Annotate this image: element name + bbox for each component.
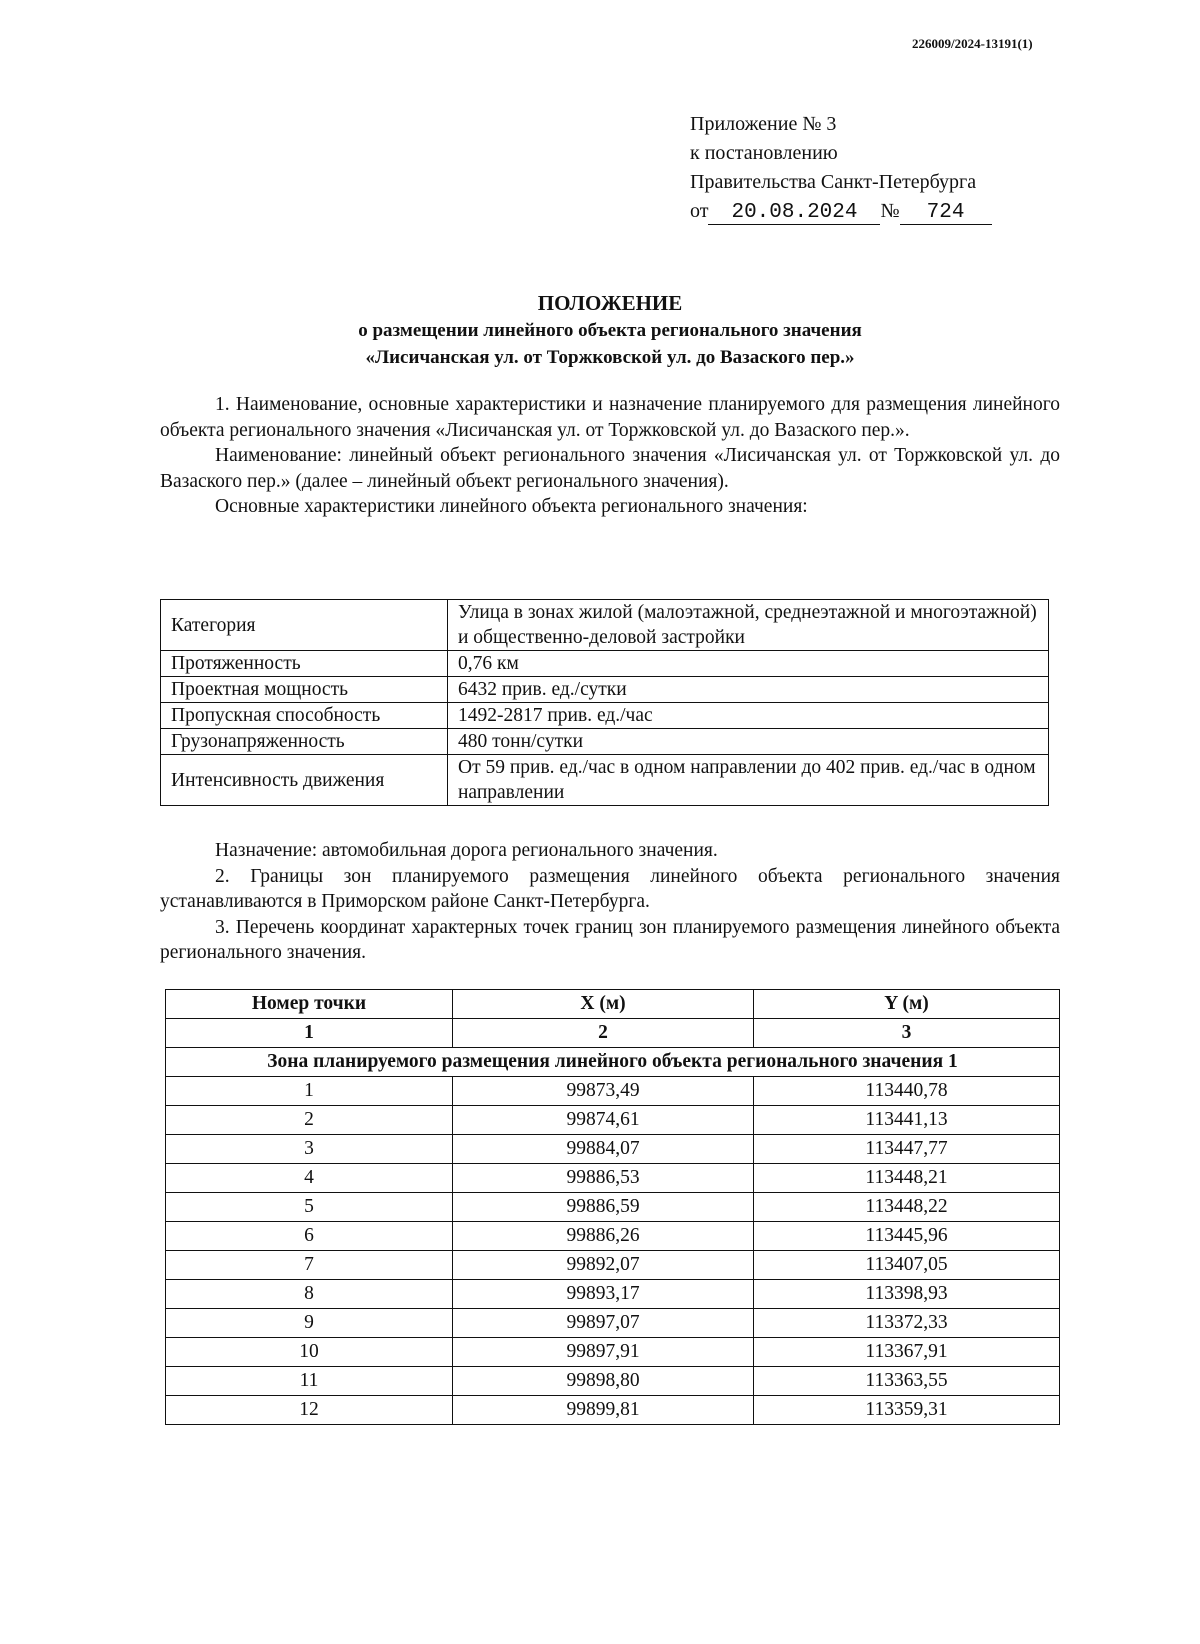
column-header: Номер точки xyxy=(166,990,453,1019)
x-coordinate: 99874,61 xyxy=(453,1106,754,1135)
point-number: 9 xyxy=(166,1309,453,1338)
paragraph: 2. Границы зон планируемого размещения линейного объекта регионального значения устанавливаются в Приморском районе Санкт-Петербурга. xyxy=(160,865,1060,912)
characteristic-value: 480 тонн/сутки xyxy=(448,729,1049,755)
coordinates-table xyxy=(165,989,1060,1425)
table-row xyxy=(161,703,1049,729)
characteristic-value: 1492-2817 прив. ед./час xyxy=(448,703,1049,729)
table-row xyxy=(166,1367,1060,1396)
x-coordinate: 99892,07 xyxy=(453,1251,754,1280)
table-row xyxy=(166,1251,1060,1280)
column-number: 1 xyxy=(166,1019,453,1048)
y-coordinate: 113398,93 xyxy=(754,1280,1060,1309)
table-row xyxy=(166,1077,1060,1106)
characteristic-name: Проектная мощность xyxy=(161,677,448,703)
from-label: от xyxy=(690,200,709,222)
document-id: 226009/2024-13191(1) xyxy=(912,36,1033,51)
table-row xyxy=(166,1338,1060,1367)
number-label: № xyxy=(880,200,900,222)
table-row xyxy=(166,1396,1060,1425)
paragraph: Назначение: автомобильная дорога регионального значения. xyxy=(215,840,718,861)
characteristics-table xyxy=(160,599,1049,806)
x-coordinate: 99886,53 xyxy=(453,1164,754,1193)
x-coordinate: 99886,59 xyxy=(453,1193,754,1222)
column-header: X (м) xyxy=(453,990,754,1019)
column-number-row xyxy=(166,1019,1060,1048)
characteristic-value: Улица в зонах жилой (малоэтажной, среднеэтажной и многоэтажной) и общественно-деловой застройки xyxy=(448,600,1049,651)
title-sub: «Лисичанская ул. от Торжковской ул. до Вазаского пер.» xyxy=(365,347,855,368)
resolution-date: 20.08.2024 xyxy=(708,202,880,225)
point-number: 1 xyxy=(166,1077,453,1106)
point-number: 5 xyxy=(166,1193,453,1222)
zone-title: Зона планируемого размещения линейного объекта регионального значения 1 xyxy=(166,1048,1060,1077)
characteristic-value: От 59 прив. ед./час в одном направлении до 402 прив. ед./час в одном направлении xyxy=(448,755,1049,806)
point-number: 7 xyxy=(166,1251,453,1280)
point-number: 12 xyxy=(166,1396,453,1425)
paragraph: 1. Наименование, основные характеристики и назначение планируемого для размещения линейного объекта регионального значения «Лисичанская ул. от Торжковской ул. до Вазаского пер.». xyxy=(160,394,1060,441)
characteristic-name: Протяженность xyxy=(161,651,448,677)
y-coordinate: 113448,21 xyxy=(754,1164,1060,1193)
y-coordinate: 113359,31 xyxy=(754,1396,1060,1425)
x-coordinate: 99899,81 xyxy=(453,1396,754,1425)
characteristic-value: 0,76 км xyxy=(448,651,1049,677)
table-row xyxy=(161,677,1049,703)
x-coordinate: 99886,26 xyxy=(453,1222,754,1251)
column-number: 3 xyxy=(754,1019,1060,1048)
table-row xyxy=(166,1280,1060,1309)
section-1 xyxy=(160,392,1060,520)
table-row xyxy=(161,651,1049,677)
y-coordinate: 113441,13 xyxy=(754,1106,1060,1135)
point-number: 11 xyxy=(166,1367,453,1396)
table-row xyxy=(166,1164,1060,1193)
title-main: ПОЛОЖЕНИЕ xyxy=(537,291,683,315)
appendix-line: к постановлению xyxy=(690,142,838,164)
characteristic-name: Пропускная способность xyxy=(161,703,448,729)
point-number: 3 xyxy=(166,1135,453,1164)
section-2 xyxy=(160,838,1060,966)
point-number: 6 xyxy=(166,1222,453,1251)
table-row xyxy=(166,1222,1060,1251)
table-row xyxy=(161,600,1049,651)
point-number: 4 xyxy=(166,1164,453,1193)
characteristic-value: 6432 прив. ед./сутки xyxy=(448,677,1049,703)
x-coordinate: 99893,17 xyxy=(453,1280,754,1309)
y-coordinate: 113407,05 xyxy=(754,1251,1060,1280)
y-coordinate: 113367,91 xyxy=(754,1338,1060,1367)
table-row xyxy=(166,1106,1060,1135)
appendix-header xyxy=(690,110,992,226)
characteristic-name: Интенсивность движения xyxy=(161,755,448,806)
point-number: 2 xyxy=(166,1106,453,1135)
x-coordinate: 99897,91 xyxy=(453,1338,754,1367)
column-number: 2 xyxy=(453,1019,754,1048)
table-row xyxy=(161,729,1049,755)
table-row xyxy=(166,1193,1060,1222)
paragraph: 3. Перечень координат характерных точек границ зон планируемого размещения линейного объекта регионального значения. xyxy=(160,916,1060,963)
table-row xyxy=(166,1135,1060,1164)
appendix-date-line xyxy=(690,197,992,226)
y-coordinate: 113445,96 xyxy=(754,1222,1060,1251)
x-coordinate: 99873,49 xyxy=(453,1077,754,1106)
appendix-line: Приложение № 3 xyxy=(690,113,837,135)
x-coordinate: 99884,07 xyxy=(453,1135,754,1164)
x-coordinate: 99898,80 xyxy=(453,1367,754,1396)
paragraph: Основные характеристики линейного объекта регионального значения: xyxy=(215,496,808,517)
table-row xyxy=(166,1309,1060,1338)
y-coordinate: 113363,55 xyxy=(754,1367,1060,1396)
y-coordinate: 113440,78 xyxy=(754,1077,1060,1106)
column-header: Y (м) xyxy=(754,990,1060,1019)
y-coordinate: 113372,33 xyxy=(754,1309,1060,1338)
characteristic-name: Грузонапряженность xyxy=(161,729,448,755)
title-sub: о размещении линейного объекта регионального значения xyxy=(358,320,862,341)
y-coordinate: 113448,22 xyxy=(754,1193,1060,1222)
paragraph: Наименование: линейный объект регионального значения «Лисичанская ул. от Торжковской ул. до Вазаского пер.» (далее – линейный объект регионального значения). xyxy=(160,445,1060,492)
table-row xyxy=(161,755,1049,806)
appendix-line: Правительства Санкт-Петербурга xyxy=(690,171,977,193)
y-coordinate: 113447,77 xyxy=(754,1135,1060,1164)
characteristic-name: Категория xyxy=(161,600,448,651)
point-number: 8 xyxy=(166,1280,453,1309)
point-number: 10 xyxy=(166,1338,453,1367)
document-title xyxy=(160,290,1060,371)
x-coordinate: 99897,07 xyxy=(453,1309,754,1338)
resolution-number: 724 xyxy=(900,202,992,225)
zone-row xyxy=(166,1048,1060,1077)
table-header-row xyxy=(166,990,1060,1019)
